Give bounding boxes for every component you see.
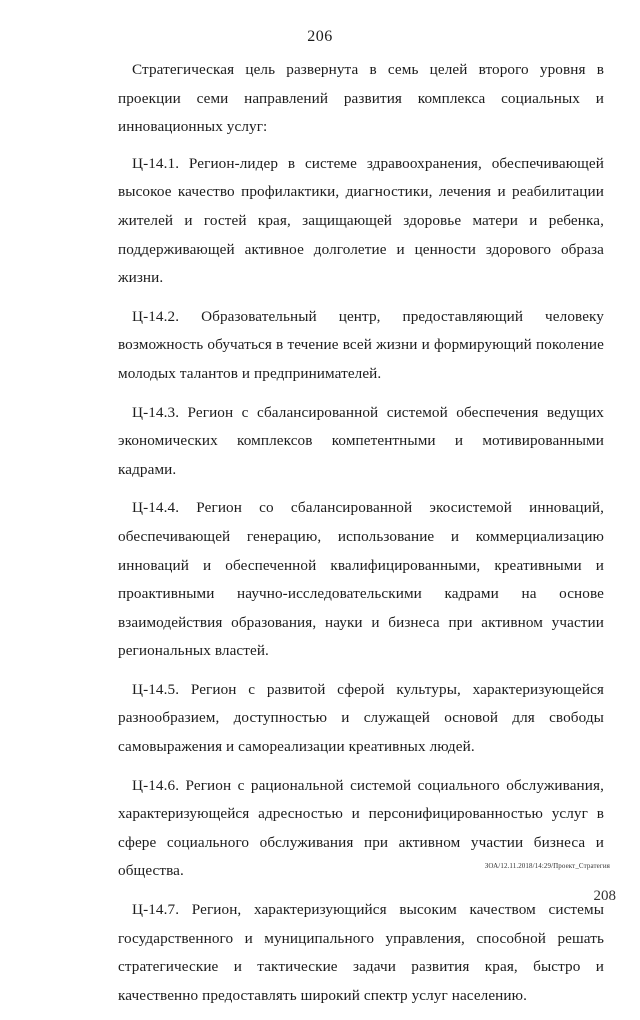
goal-14-4-paragraph: Ц-14.4. Регион со сбалансированной экосистемой инноваций, обеспечивающей генерацию, использование и коммерциализацию инноваций и обеспеченной квалифицированными, креативными и проактивными научно-исследовательскими кадрами на основе взаимодействия образования, науки и бизнеса при активном участии региональных властей. [118, 499, 604, 660]
document-body [118, 56, 604, 1020]
goal-14-6-paragraph: Ц-14.6. Регион с рациональной системой социального обслуживания, характеризующейся адресностью и персонифицированностью услуг в сфере социального обслуживания при активном участии бизнеса и общества. [118, 776, 604, 880]
intro-paragraph: Стратегическая цель развернута в семь целей второго уровня в проекции семи направлений развития комплекса социальных и инновационных услуг: [118, 61, 604, 136]
goal-14-5-paragraph: Ц-14.5. Регион с развитой сферой культуры, характеризующейся разнообразием, доступностью и служащей основой для свободы самовыражения и самореализации креативных людей. [118, 680, 604, 756]
goal-14-1-paragraph: Ц-14.1. Регион-лидер в системе здравоохранения, обеспечивающей высокое качество профилактики, диагностики, лечения и реабилитации жителей и гостей края, защищающей здоровье матери и ребенка, поддерживающей активное долголетие и ценности здорового образа жизни. [118, 154, 604, 287]
goal-14-2-paragraph: Ц-14.2. Образовательный центр, предоставляющий человеку возможность обучаться в течение всей жизни и формирующий поколение молодых талантов и предпринимателей. [118, 307, 604, 382]
sheet-number: 208 [593, 888, 616, 904]
goal-14-7-paragraph: Ц-14.7. Регион, характеризующийся высоким качеством системы государственного и муниципального управления, способной решать стратегические и тактические задачи развития края, быстро и качественно предоставлять широкий спектр услуг населению. [118, 901, 604, 1004]
footer-stamp: ЗОА/12.11.2018/14:29/Проект_Стратегия [484, 862, 610, 870]
page-number: 206 [307, 28, 333, 45]
goal-14-3-paragraph: Ц-14.3. Регион с сбалансированной системой обеспечения ведущих экономических комплексов компетентными и мотивированными кадрами. [118, 403, 604, 478]
